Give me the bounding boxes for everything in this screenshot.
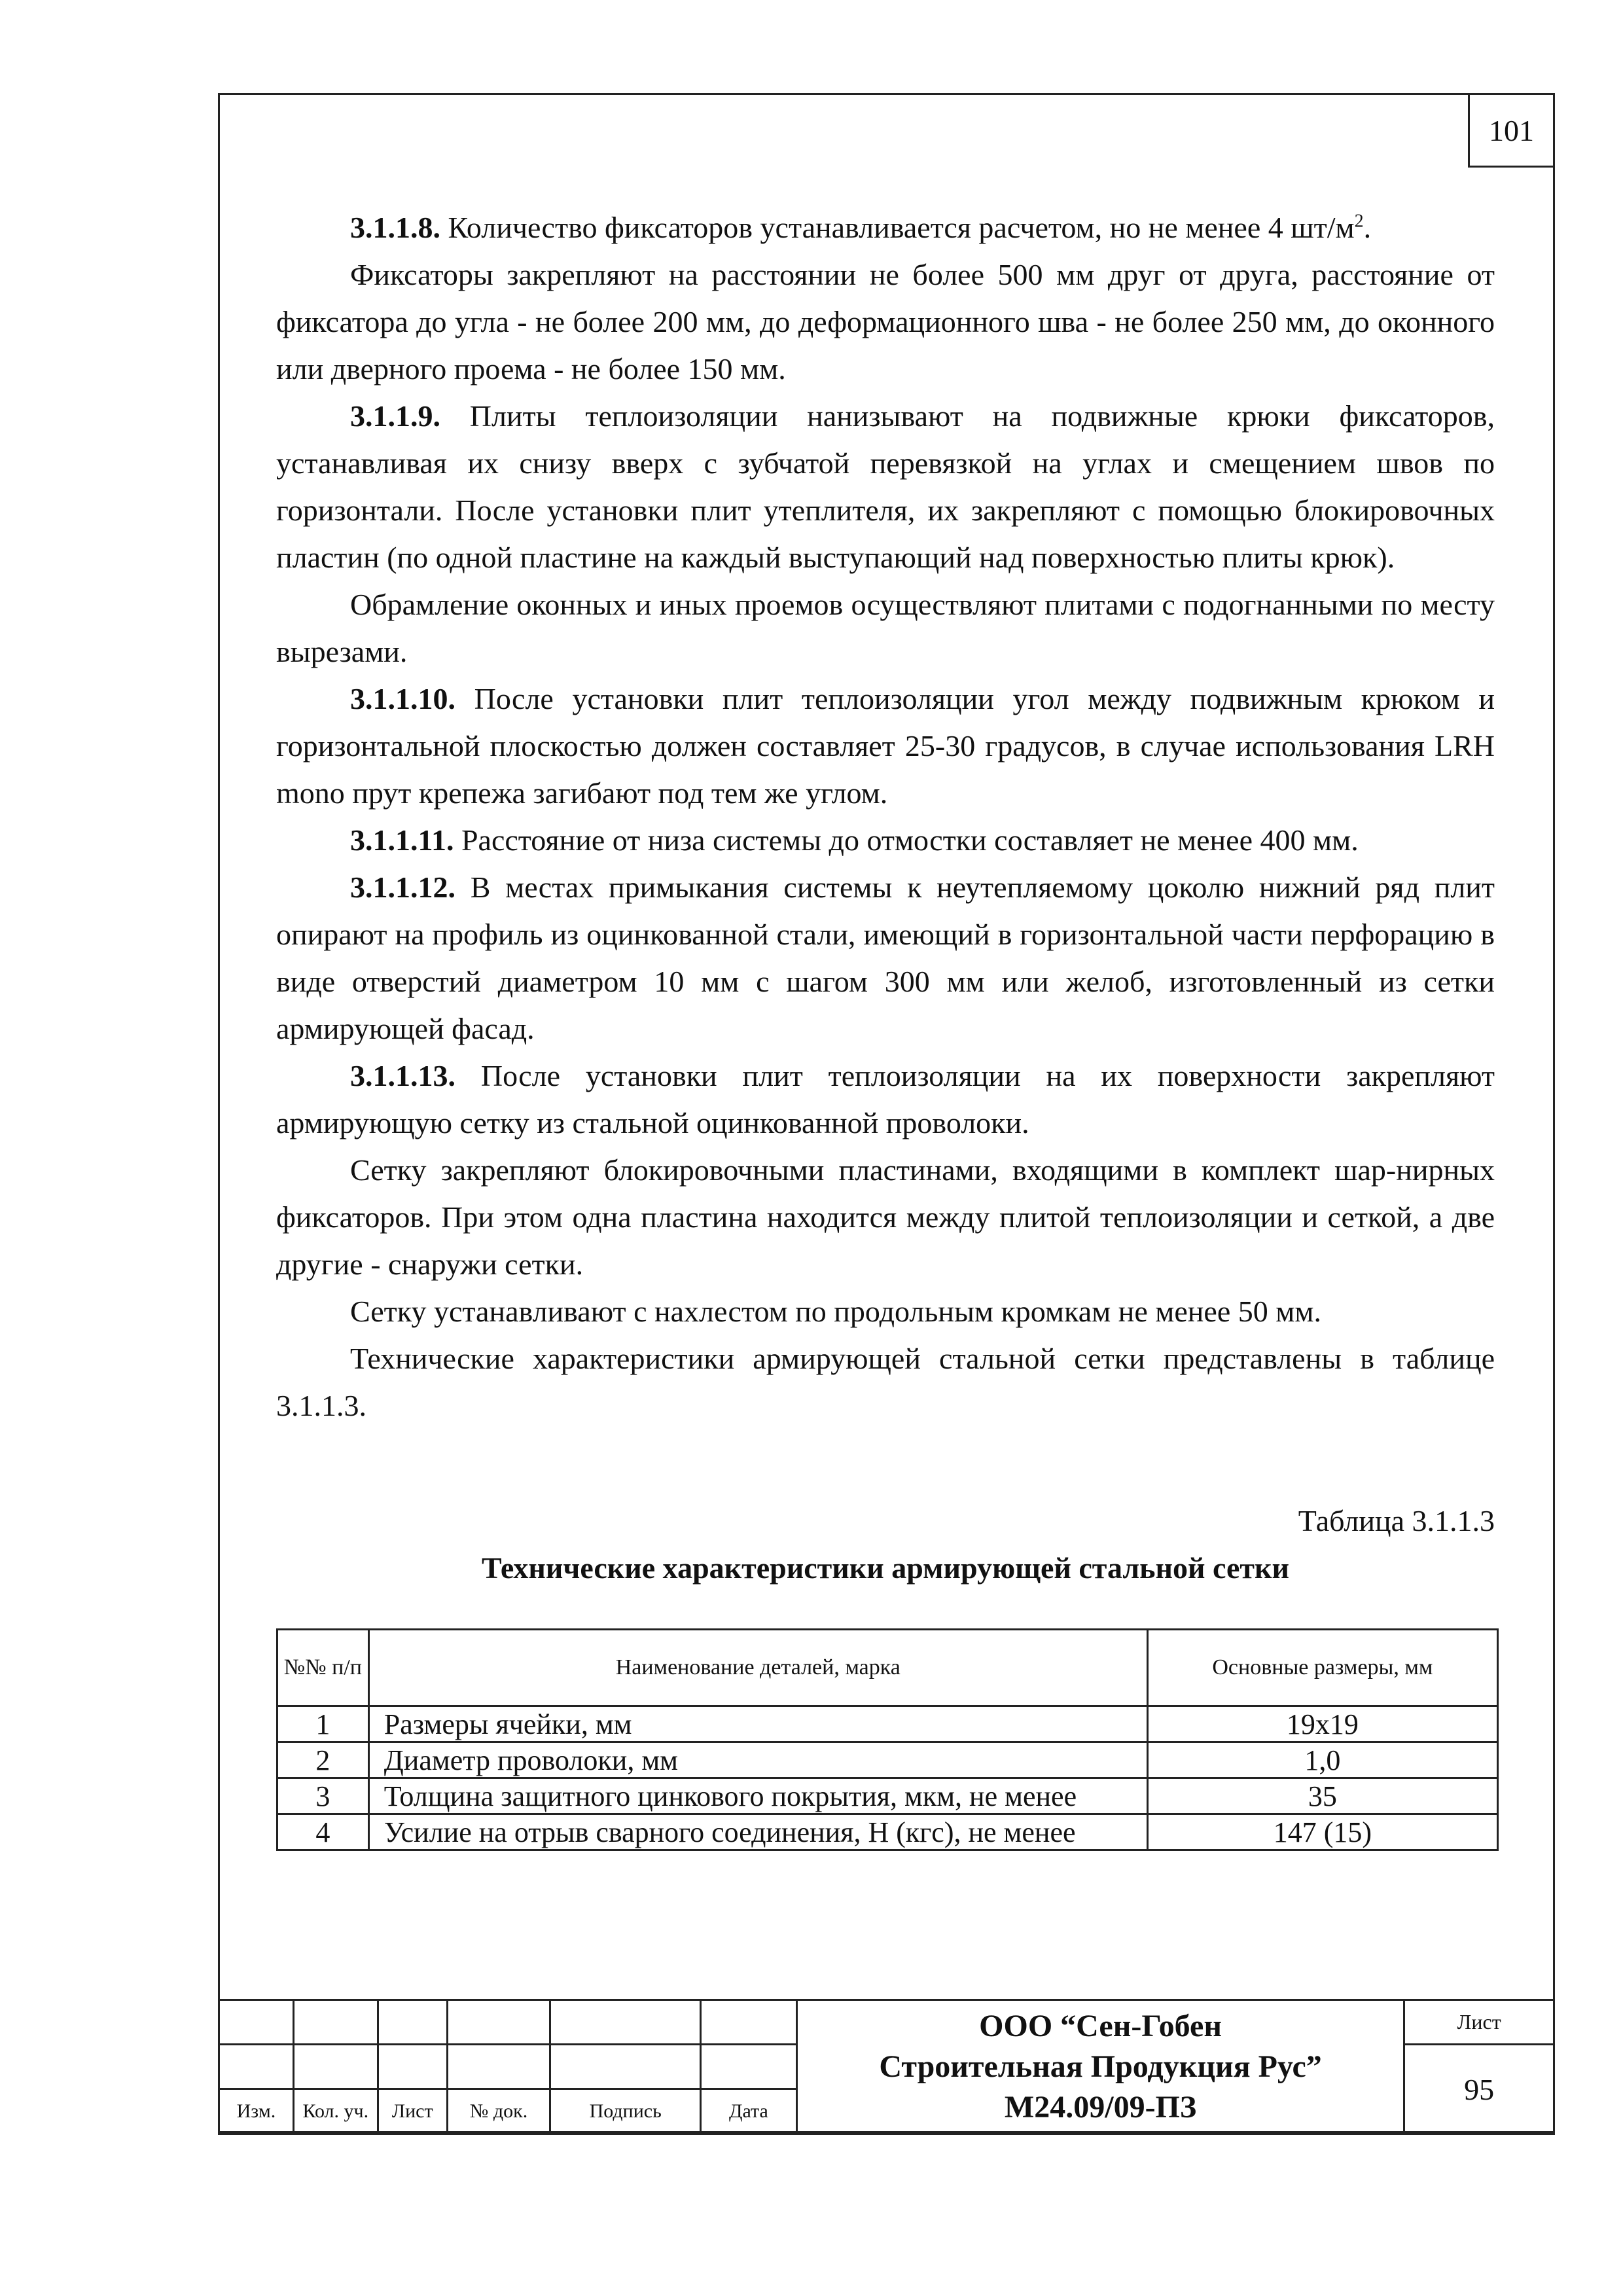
table-row (277, 1814, 1498, 1850)
cell-number: 1 (277, 1706, 369, 1742)
table-row (277, 1742, 1498, 1778)
paragraph-text: Фиксаторы закрепляют на расстоянии не более 500 мм друг от друга, расстояние от фиксатора до угла - не более 200 мм, до деформационного шва - не более 250 мм, до оконного или дверного проема - не более 150 мм. (276, 258, 1495, 386)
paragraph-text: Обрамление оконных и иных проемов осуществляют плитами с подогнанными по месту вырезами. (276, 588, 1495, 668)
paragraph (276, 1147, 1495, 1288)
paragraph-tail: . (1363, 211, 1372, 244)
cell-size: 147 (15) (1147, 1814, 1497, 1850)
body-text (276, 204, 1495, 1429)
sheet-label: Лист (1404, 2000, 1554, 2045)
paragraph (276, 1288, 1495, 1335)
org-line-1: ООО “Сен-Гобен (979, 2009, 1222, 2043)
cell-size: 1,0 (1147, 1742, 1497, 1778)
clause-number: 3.1.1.12. (350, 870, 455, 904)
header-name: Наименование деталей, марка (368, 1630, 1147, 1706)
paragraph-text: Количество фиксаторов устанавливается расчетом, но не менее 4 шт/м (440, 211, 1355, 244)
header-number: №№ п/п (277, 1630, 369, 1706)
cell-name: Толщина защитного цинкового покрытия, мкм, не менее (368, 1778, 1147, 1814)
cell-name: Усилие на отрыв сварного соединения, Н (кгс), не менее (368, 1814, 1147, 1850)
paragraph-text: В местах примыкания системы к неутепляемому цоколю нижний ряд плит опирают на профиль из оцинкованной стали, имеющий в горизонтальной части перфорацию в виде отверстий диаметром 10 мм с шагом 300 мм или желоб, изготовленный из сетки армирующей фасад. (276, 870, 1495, 1045)
paragraph (276, 251, 1495, 393)
cell-number: 2 (277, 1742, 369, 1778)
doc-code: М24.09/09-ПЗ (1004, 2090, 1197, 2125)
paragraph-text: Сетку устанавливают с нахлестом по продольным кромкам не менее 50 мм. (350, 1295, 1321, 1328)
sheet-number: 95 (1404, 2045, 1554, 2134)
paragraph (276, 581, 1495, 675)
col-label-list: Лист (378, 2089, 447, 2134)
paragraph-text: Технические характеристики армирующей стальной сетки представлены в таблице 3.1.1.3. (276, 1342, 1495, 1422)
cell-size: 19x19 (1147, 1706, 1497, 1742)
organization-block (796, 2000, 1404, 2134)
col-label-signature: Подпись (550, 2089, 701, 2134)
clause-number: 3.1.1.9. (350, 399, 440, 433)
paragraph (276, 204, 1495, 251)
col-label-doc-no: № док. (447, 2089, 550, 2134)
paragraph-text: Сетку закрепляют блокировочными пластинами, входящими в комплект шар-нирных фиксаторов. При этом одна пластина находится между плитой теплоизоляции и сеткой, а две другие - снаружи сетки. (276, 1153, 1495, 1281)
col-label-kol-uch: Кол. уч. (293, 2089, 378, 2134)
stamp-cell (293, 2000, 378, 2045)
table-header-row (277, 1630, 1498, 1706)
title-block (218, 1999, 1555, 2135)
table-title: Технические характеристики армирующей стальной сетки (481, 1551, 1290, 1585)
clause-number: 3.1.1.10. (350, 682, 455, 715)
stamp-cell (219, 2000, 294, 2045)
paragraph-text: После установки плит теплоизоляции на их поверхности закрепляют армирующую сетку из стальной оцинкованной проволоки. (276, 1059, 1495, 1139)
paragraph (276, 1335, 1495, 1429)
stamp-cell (447, 2000, 550, 2045)
cell-size: 35 (1147, 1778, 1497, 1814)
superscript: 2 (1354, 211, 1364, 232)
paragraph (276, 675, 1495, 817)
cell-number: 4 (277, 1814, 369, 1850)
stamp-cell (550, 2045, 701, 2089)
paragraph (276, 864, 1495, 1052)
stamp-cell (701, 2000, 797, 2045)
stamp-cell (378, 2045, 447, 2089)
header-size: Основные размеры, мм (1147, 1630, 1497, 1706)
table-row (277, 1778, 1498, 1814)
cell-number: 3 (277, 1778, 369, 1814)
stamp-cell (550, 2000, 701, 2045)
clause-number: 3.1.1.8. (350, 211, 440, 244)
paragraph (276, 1052, 1495, 1147)
stamp-cell (447, 2045, 550, 2089)
stamp-cell (293, 2045, 378, 2089)
stamp-cell (219, 2045, 294, 2089)
cell-name: Диаметр проволоки, мм (368, 1742, 1147, 1778)
table-row (277, 1706, 1498, 1742)
page-number: 101 (1468, 93, 1555, 168)
table-number-label: Таблица 3.1.1.3 (1298, 1504, 1495, 1537)
paragraph-text: Расстояние от низа системы до отмостки составляет не менее 400 мм. (454, 823, 1359, 857)
stamp-cell (378, 2000, 447, 2045)
spec-table (276, 1628, 1499, 1851)
paragraph-text: Плиты теплоизоляции нанизывают на подвижные крюки фиксаторов, устанавливая их снизу вверх с зубчатой перевязкой на углах и смещением швов по горизонтали. После установки плит утеплителя, их закрепляют с помощью блокировочных пластин (по одной пластине на каждый выступающий над поверхностью плиты крюк). (276, 399, 1495, 574)
clause-number: 3.1.1.13. (350, 1059, 455, 1092)
cell-name: Размеры ячейки, мм (368, 1706, 1147, 1742)
paragraph-text: После установки плит теплоизоляции угол между подвижным крюком и горизонтальной плоскостью должен составляет 25-30 градусов, в случае использования LRH mono прут крепежа загибают под тем же углом. (276, 682, 1495, 810)
col-label-izm: Изм. (219, 2089, 294, 2134)
col-label-date: Дата (701, 2089, 797, 2134)
clause-number: 3.1.1.11. (350, 823, 454, 857)
stamp-cell (701, 2045, 797, 2089)
paragraph (276, 817, 1495, 864)
paragraph (276, 393, 1495, 581)
org-line-2: Строительная Продукция Рус” (879, 2049, 1322, 2084)
